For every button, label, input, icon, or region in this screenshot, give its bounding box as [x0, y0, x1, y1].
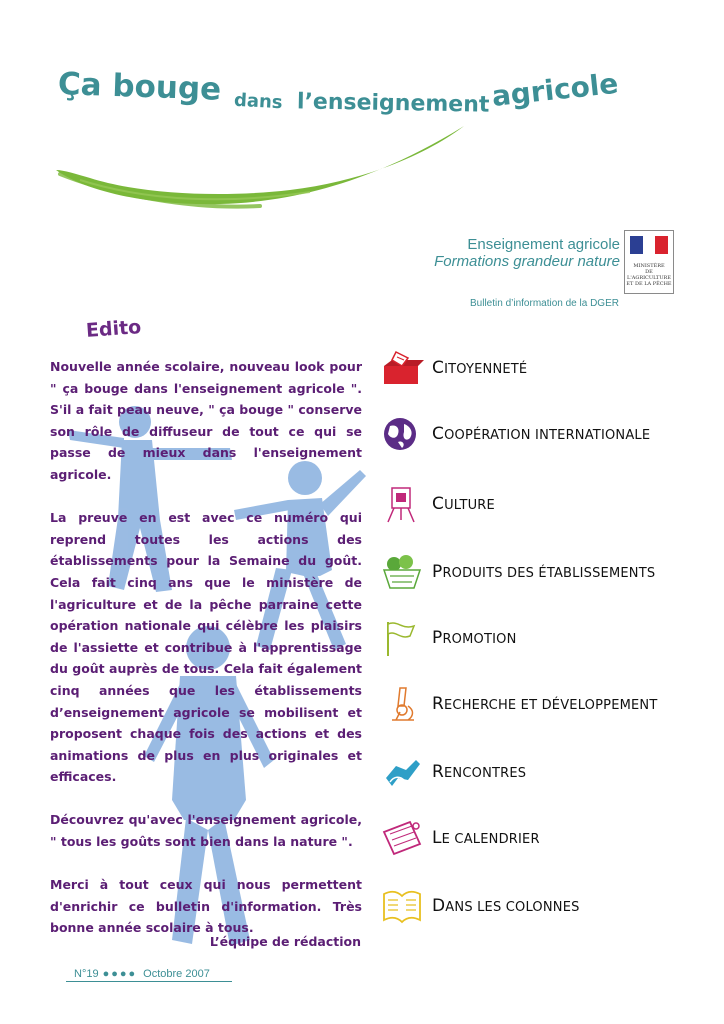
edito-paragraph: Merci à tout ceux qui nous permettent d'enrichir ce bulletin d'information. Très bonne année scolaire à tous. [50, 877, 362, 936]
title-part-agricole: agricole [490, 66, 620, 113]
brush-swoosh-decoration [50, 118, 470, 218]
brand-line-2: Formations grandeur nature [434, 253, 620, 270]
menu-label: PRODUITS DES ÉTABLISSEMENTS [432, 562, 656, 582]
produce-basket-icon [380, 552, 424, 592]
footer-dots: ●●●● [102, 968, 138, 980]
microscope-icon [380, 684, 424, 724]
french-flag-icon [630, 236, 668, 254]
menu-item-citoyennete[interactable] [380, 348, 710, 388]
menu-item-cooperation-internationale[interactable] [380, 414, 710, 454]
edito-body [50, 356, 362, 961]
ministry-name [625, 263, 673, 287]
menu-item-promotion[interactable] [380, 618, 710, 658]
ministry-logo [624, 230, 674, 294]
brand-line-1: Enseignement agricole [467, 236, 620, 253]
menu-label: LE CALENDRIER [432, 828, 540, 848]
handshake-icon [380, 752, 424, 792]
menu-item-le-calendrier[interactable] [380, 818, 710, 858]
title-part-ca-bouge: Ça bouge [57, 66, 222, 108]
menu-label: CITOYENNETÉ [432, 358, 528, 378]
menu-label: PROMOTION [432, 628, 517, 648]
menu-item-culture[interactable] [380, 484, 710, 524]
bulletin-subtitle: Bulletin d’information de la DGER [470, 298, 619, 309]
edito-signature: L’équipe de rédaction [209, 934, 361, 949]
menu-label: RENCONTRES [432, 762, 527, 782]
newspaper-icon [380, 886, 424, 926]
menu-item-dans-les-colonnes[interactable] [380, 886, 710, 926]
ministry-line-2: DE L'AGRICULTURE [627, 269, 671, 281]
title-part-enseignement: l’enseignement [296, 89, 490, 118]
ministry-line-3: ET DE LA PÊCHE [626, 281, 672, 287]
globe-icon [380, 414, 424, 454]
issue-number: N°19 [74, 968, 99, 980]
menu-label: CULTURE [432, 494, 495, 514]
menu-item-produits-des-etablissements[interactable] [380, 552, 710, 592]
issue-footer [66, 968, 232, 982]
menu-label: RECHERCHE ET DÉVELOPPEMENT [432, 694, 658, 714]
edito-title: Edito [85, 316, 142, 342]
issue-date: Octobre 2007 [143, 968, 210, 980]
title-part-dans: dans [233, 89, 284, 114]
edito-paragraph: Nouvelle année scolaire, nouveau look pour " ça bouge dans l'enseignement agricole ". S'il a fait peau neuve, " ça bouge " conserve son rôle de diffuseur de tout ce qui se passe de mieux dans l'enseignement agricole. [50, 359, 362, 482]
edito-paragraph: La preuve en est avec ce numéro qui reprend toutes les actions des établissements pour la Semaine du goût. Cela fait cinq ans que le ministère de l'agriculture et de la pêche parraine cette opération nationale qui célèbre les plaisirs de l'assiette et contribue à l'apprentissage du goût auprès de tous. Cela fait également cinq années que les établissements d’enseignement agricole se mobilisent et proposent chaque fois des actions et des animations de plus en plus originales et efficaces. [50, 510, 362, 785]
menu-item-rencontres[interactable] [380, 752, 710, 792]
easel-icon [380, 484, 424, 524]
flag-icon [380, 618, 424, 658]
edito-paragraph: Découvrez qu'avec l'enseignement agricole, " tous les goûts sont bien dans la nature ". [50, 812, 362, 850]
ballot-box-icon [380, 348, 424, 388]
menu-item-recherche-et-developpement[interactable] [380, 684, 710, 724]
ministry-line-1: MINISTÈRE [633, 263, 665, 269]
menu-label: COOPÉRATION INTERNATIONALE [432, 424, 651, 444]
planner-icon [380, 818, 424, 858]
brand-block [420, 236, 620, 270]
menu-label: DANS LES COLONNES [432, 896, 580, 916]
